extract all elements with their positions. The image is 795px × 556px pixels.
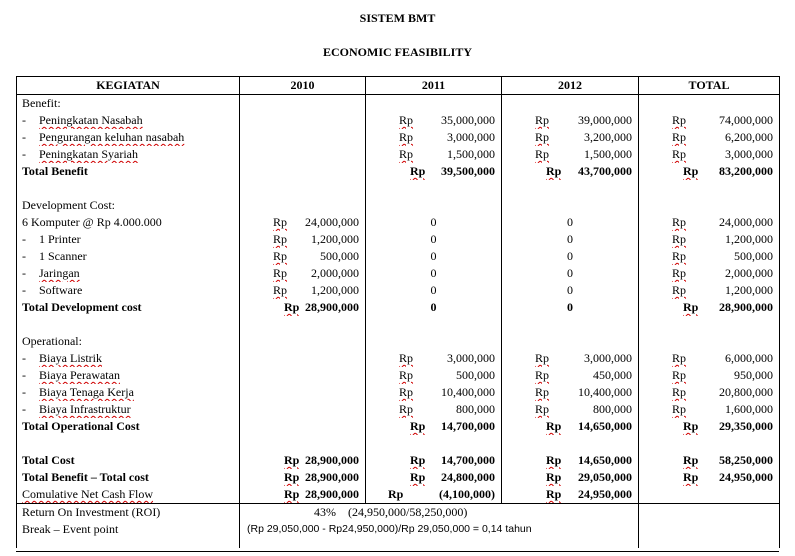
total-cell bbox=[639, 146, 779, 163]
currency-label: Rp bbox=[546, 419, 562, 433]
table-header-row bbox=[17, 77, 780, 95]
year-2011-cell bbox=[366, 486, 501, 503]
currency-label: Rp bbox=[672, 130, 687, 144]
year-2010-cell bbox=[240, 248, 365, 265]
currency-label: Rp bbox=[284, 470, 300, 484]
development-row bbox=[17, 265, 780, 282]
tail-row bbox=[17, 538, 780, 548]
bullet-dash: - bbox=[22, 402, 26, 416]
year-2012-cell bbox=[502, 367, 638, 384]
currency-label: Rp bbox=[388, 487, 404, 501]
year-2012-value: 450,000 bbox=[593, 368, 632, 382]
currency-label: Rp bbox=[672, 232, 687, 246]
bullet-dash: - bbox=[22, 249, 26, 263]
header-kegiatan: KEGIATAN bbox=[17, 77, 240, 95]
year-2010-cell bbox=[240, 299, 365, 316]
currency-label: Rp bbox=[399, 351, 414, 365]
total-cell bbox=[639, 163, 779, 180]
currency-label: Rp bbox=[273, 266, 288, 280]
bullet-dash: - bbox=[22, 385, 26, 399]
currency-label: Rp bbox=[399, 402, 414, 416]
spacer-row bbox=[17, 316, 780, 333]
year-2010-value: 28,900,000 bbox=[305, 300, 359, 314]
section-heading-operational bbox=[17, 333, 780, 350]
benefit-row bbox=[17, 129, 780, 146]
currency-label: Rp bbox=[683, 300, 699, 314]
roi-formula: (24,950,000/58,250,000) bbox=[348, 505, 468, 519]
year-2011-cell bbox=[366, 350, 501, 367]
development-row bbox=[17, 282, 780, 299]
year-2011-value: 0 bbox=[430, 249, 437, 263]
currency-label: Rp bbox=[672, 266, 687, 280]
total-cell bbox=[639, 112, 779, 129]
bullet-dash: - bbox=[22, 283, 26, 297]
currency-label: Rp bbox=[399, 368, 414, 382]
bullet-dash: - bbox=[22, 232, 26, 246]
year-2012-value: 0 bbox=[567, 215, 573, 229]
total-cell bbox=[639, 265, 779, 282]
year-2012-value: 0 bbox=[567, 266, 573, 280]
year-2011-cell bbox=[366, 367, 501, 384]
benefit-row bbox=[17, 112, 780, 129]
currency-label: Rp bbox=[410, 470, 426, 484]
total-value: 20,800,000 bbox=[719, 385, 773, 399]
economic-feasibility-table bbox=[16, 76, 780, 548]
row-label: Jaringan bbox=[39, 266, 80, 280]
year-2010-cell bbox=[240, 486, 365, 503]
row-label: Total Benefit – Total cost bbox=[22, 470, 149, 484]
development-row bbox=[17, 248, 780, 265]
currency-label: Rp bbox=[535, 385, 550, 399]
row-label: Operational: bbox=[22, 334, 82, 348]
year-2011-value: 14,700,000 bbox=[441, 453, 495, 467]
total-value: 58,250,000 bbox=[719, 453, 773, 467]
year-2012-cell bbox=[502, 163, 638, 180]
year-2011-cell bbox=[366, 112, 501, 129]
year-2012-value: 3,200,000 bbox=[584, 130, 632, 144]
row-label: 6 Komputer @ Rp 4.000.000 bbox=[22, 215, 162, 229]
year-2011-value: 1,500,000 bbox=[447, 147, 495, 161]
total-cell bbox=[639, 418, 779, 435]
year-2011-cell bbox=[366, 384, 501, 401]
header-2011: 2011 bbox=[366, 77, 502, 95]
row-label: Total Operational Cost bbox=[22, 419, 140, 433]
total-cell bbox=[639, 452, 779, 469]
total-cell bbox=[639, 350, 779, 367]
total-value: 28,900,000 bbox=[719, 300, 773, 314]
row-label: Peningkatan Syariah bbox=[39, 147, 138, 161]
year-2011-value: 0 bbox=[430, 283, 437, 297]
bullet-dash: - bbox=[22, 351, 26, 365]
year-2011-cell bbox=[366, 418, 501, 435]
year-2012-cell bbox=[502, 418, 638, 435]
year-2011-value: 800,000 bbox=[456, 402, 495, 416]
total-cell bbox=[639, 231, 779, 248]
currency-label: Rp bbox=[546, 487, 562, 501]
year-2011-value: 10,400,000 bbox=[441, 385, 495, 399]
spacer-row bbox=[17, 180, 780, 197]
cumulative-row bbox=[17, 486, 780, 504]
year-2011-value: 0 bbox=[430, 232, 437, 246]
currency-label: Rp bbox=[672, 283, 687, 297]
total-value: 3,000,000 bbox=[725, 147, 773, 161]
currency-label: Rp bbox=[535, 402, 550, 416]
currency-label: Rp bbox=[273, 215, 288, 229]
year-2012-cell bbox=[502, 486, 638, 503]
total-cell bbox=[639, 367, 779, 384]
currency-label: Rp bbox=[535, 113, 550, 127]
row-label: Biaya Perawatan bbox=[39, 368, 120, 382]
year-2011-cell bbox=[366, 401, 501, 418]
year-2012-cell bbox=[502, 129, 638, 146]
total-cell bbox=[639, 129, 779, 146]
row-label: Break – Event point bbox=[22, 522, 119, 536]
row-label: Biaya Listrik bbox=[39, 351, 102, 365]
currency-label: Rp bbox=[410, 419, 426, 433]
year-2012-value: 29,050,000 bbox=[578, 470, 632, 484]
row-label: Total Development cost bbox=[22, 300, 142, 314]
year-2010-cell bbox=[240, 469, 365, 486]
currency-label: Rp bbox=[535, 147, 550, 161]
development-total-row bbox=[17, 299, 780, 316]
bullet-dash: - bbox=[22, 368, 26, 382]
currency-label: Rp bbox=[535, 368, 550, 382]
row-label: Biaya Infrastruktur bbox=[39, 402, 131, 416]
year-2011-value: 3,000,000 bbox=[447, 130, 495, 144]
year-2010-value: 28,900,000 bbox=[305, 487, 359, 501]
currency-label: Rp bbox=[273, 232, 288, 246]
total-value: 2,000,000 bbox=[725, 266, 773, 280]
total-value: 1,200,000 bbox=[725, 232, 773, 246]
operational-row bbox=[17, 401, 780, 418]
header-total: TOTAL bbox=[639, 77, 780, 95]
year-2010-value: 28,900,000 bbox=[305, 470, 359, 484]
year-2010-value: 24,000,000 bbox=[305, 215, 359, 229]
year-2012-cell bbox=[502, 350, 638, 367]
currency-label: Rp bbox=[672, 385, 687, 399]
year-2011-value: 0 bbox=[430, 300, 437, 314]
currency-label: Rp bbox=[535, 130, 550, 144]
row-label: Total Cost bbox=[22, 453, 75, 467]
row-label: Pengurangan keluhan nasabah bbox=[39, 130, 185, 144]
currency-label: Rp bbox=[546, 453, 562, 467]
year-2010-value: 28,900,000 bbox=[305, 453, 359, 467]
total-cell bbox=[639, 469, 779, 486]
year-2011-value: 14,700,000 bbox=[441, 419, 495, 433]
bullet-dash: - bbox=[22, 147, 26, 161]
total-cell bbox=[639, 384, 779, 401]
total-value: 950,000 bbox=[734, 368, 773, 382]
document-subtitle: ECONOMIC FEASIBILITY bbox=[322, 45, 473, 59]
year-2011-cell bbox=[366, 146, 501, 163]
development-row bbox=[17, 231, 780, 248]
year-2012-cell bbox=[502, 401, 638, 418]
year-2012-value: 800,000 bbox=[593, 402, 632, 416]
total-value: 24,950,000 bbox=[719, 470, 773, 484]
currency-label: Rp bbox=[672, 402, 687, 416]
row-label: Return On Investment (ROI) bbox=[22, 505, 161, 519]
year-2012-cell bbox=[502, 469, 638, 486]
section-heading-development bbox=[17, 197, 780, 214]
year-2010-cell bbox=[240, 231, 365, 248]
currency-label: Rp bbox=[399, 113, 414, 127]
currency-label: Rp bbox=[284, 453, 300, 467]
total-value: 6,000,000 bbox=[725, 351, 773, 365]
row-label: 1 Scanner bbox=[39, 249, 87, 263]
row-label: Development Cost: bbox=[22, 198, 115, 212]
year-2011-cell bbox=[366, 452, 501, 469]
year-2011-value: 3,000,000 bbox=[447, 351, 495, 365]
year-2010-cell bbox=[240, 214, 365, 231]
operational-total-row bbox=[17, 418, 780, 435]
total-cost-row bbox=[17, 452, 780, 469]
total-value: 1,600,000 bbox=[725, 402, 773, 416]
total-value: 74,000,000 bbox=[719, 113, 773, 127]
row-label: Benefit: bbox=[22, 96, 61, 110]
currency-label: Rp bbox=[284, 300, 300, 314]
header-2010: 2010 bbox=[240, 77, 366, 95]
bullet-dash: - bbox=[22, 130, 26, 144]
currency-label: Rp bbox=[672, 215, 687, 229]
bullet-dash: - bbox=[22, 266, 26, 280]
currency-label: Rp bbox=[672, 147, 687, 161]
year-2012-value: 43,700,000 bbox=[578, 164, 632, 178]
year-2011-value: 0 bbox=[430, 215, 437, 229]
currency-label: Rp bbox=[410, 164, 426, 178]
section-heading-benefit bbox=[17, 95, 780, 113]
year-2012-value: 0 bbox=[567, 249, 573, 263]
currency-label: Rp bbox=[683, 470, 699, 484]
year-2012-value: 10,400,000 bbox=[578, 385, 632, 399]
currency-label: Rp bbox=[284, 487, 300, 501]
year-2011-value: 0 bbox=[430, 266, 437, 280]
total-value: 29,350,000 bbox=[719, 419, 773, 433]
year-2010-value: 1,200,000 bbox=[311, 283, 359, 297]
currency-label: Rp bbox=[672, 249, 687, 263]
year-2012-value: 0 bbox=[567, 300, 573, 314]
row-label: Comulative Net Cash Flow bbox=[22, 487, 153, 501]
year-2012-value: 1,500,000 bbox=[584, 147, 632, 161]
benefit-total-row bbox=[17, 163, 780, 180]
header-2012: 2012 bbox=[502, 77, 639, 95]
currency-label: Rp bbox=[399, 147, 414, 161]
document-title: SISTEM BMT bbox=[359, 11, 436, 25]
row-label: Biaya Tenaga Kerja bbox=[39, 385, 134, 399]
break-even-row bbox=[17, 521, 780, 538]
table-bottom-border bbox=[16, 551, 779, 552]
total-value: 24,000,000 bbox=[719, 215, 773, 229]
currency-label: Rp bbox=[399, 385, 414, 399]
total-value: 6,200,000 bbox=[725, 130, 773, 144]
year-2011-cell bbox=[366, 129, 501, 146]
year-2011-value: 39,500,000 bbox=[441, 164, 495, 178]
table-body bbox=[17, 95, 780, 549]
row-label: 1 Printer bbox=[39, 232, 81, 246]
row-label: Peningkatan Nasabah bbox=[39, 113, 143, 127]
total-value: 83,200,000 bbox=[719, 164, 773, 178]
currency-label: Rp bbox=[546, 470, 562, 484]
year-2012-cell bbox=[502, 146, 638, 163]
year-2010-cell bbox=[240, 282, 365, 299]
currency-label: Rp bbox=[672, 368, 687, 382]
year-2011-cell bbox=[366, 163, 501, 180]
currency-label: Rp bbox=[273, 283, 288, 297]
roi-row bbox=[17, 504, 780, 522]
year-2011-value: 35,000,000 bbox=[441, 113, 495, 127]
year-2011-value: (4,100,000) bbox=[439, 487, 495, 501]
currency-label: Rp bbox=[410, 453, 426, 467]
currency-label: Rp bbox=[672, 113, 687, 127]
total-cell bbox=[639, 282, 779, 299]
roi-percent: 43% bbox=[314, 505, 336, 519]
year-2010-cell bbox=[240, 452, 365, 469]
operational-row bbox=[17, 350, 780, 367]
year-2010-cell bbox=[240, 265, 365, 282]
year-2012-value: 39,000,000 bbox=[578, 113, 632, 127]
year-2012-cell bbox=[502, 112, 638, 129]
year-2010-value: 2,000,000 bbox=[311, 266, 359, 280]
total-cell bbox=[639, 214, 779, 231]
year-2011-value: 24,800,000 bbox=[441, 470, 495, 484]
year-2010-value: 500,000 bbox=[320, 249, 359, 263]
spacer-row bbox=[17, 435, 780, 452]
benefit-minus-cost-row bbox=[17, 469, 780, 486]
year-2012-cell bbox=[502, 384, 638, 401]
currency-label: Rp bbox=[683, 419, 699, 433]
year-2012-value: 3,000,000 bbox=[584, 351, 632, 365]
operational-row bbox=[17, 367, 780, 384]
break-even-formula: (Rp 29,050,000 - Rp24,950,000)/Rp 29,050,000 = 0,14 tahun bbox=[247, 523, 532, 535]
currency-label: Rp bbox=[535, 351, 550, 365]
year-2012-value: 0 bbox=[567, 283, 573, 297]
year-2011-value: 500,000 bbox=[456, 368, 495, 382]
currency-label: Rp bbox=[546, 164, 562, 178]
currency-label: Rp bbox=[273, 249, 288, 263]
year-2012-cell bbox=[502, 452, 638, 469]
roi-value-wrap bbox=[240, 504, 638, 521]
total-value: 500,000 bbox=[734, 249, 773, 263]
bullet-dash: - bbox=[22, 113, 26, 127]
operational-row bbox=[17, 384, 780, 401]
currency-label: Rp bbox=[683, 164, 699, 178]
row-label: Software bbox=[39, 283, 83, 297]
total-cell bbox=[639, 401, 779, 418]
year-2011-cell bbox=[366, 469, 501, 486]
total-cell bbox=[639, 299, 779, 316]
benefit-row bbox=[17, 146, 780, 163]
currency-label: Rp bbox=[683, 453, 699, 467]
total-value: 1,200,000 bbox=[725, 283, 773, 297]
year-2012-value: 0 bbox=[567, 232, 573, 246]
year-2012-value: 14,650,000 bbox=[578, 419, 632, 433]
currency-label: Rp bbox=[672, 351, 687, 365]
row-label: Total Benefit bbox=[22, 164, 88, 178]
total-cell bbox=[639, 248, 779, 265]
development-row bbox=[17, 214, 780, 231]
currency-label: Rp bbox=[399, 130, 414, 144]
year-2012-value: 14,650,000 bbox=[578, 453, 632, 467]
year-2012-value: 24,950,000 bbox=[578, 487, 632, 501]
year-2010-value: 1,200,000 bbox=[311, 232, 359, 246]
